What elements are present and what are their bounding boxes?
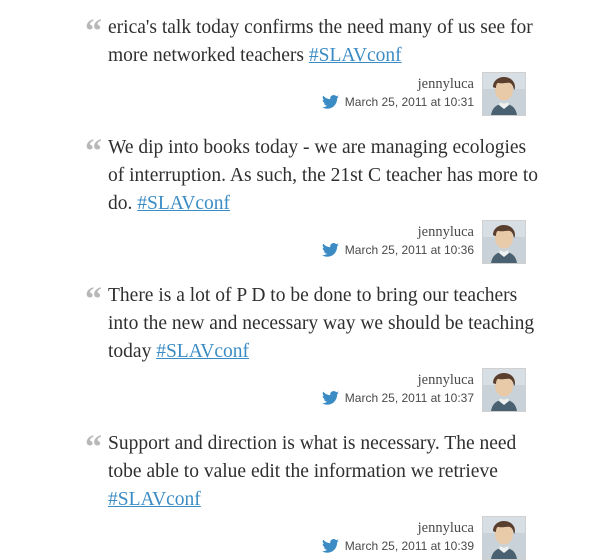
meta-line: [322, 391, 474, 405]
quote-text-body: erica's talk today confirms the need many of us see for more networked teachers: [108, 17, 533, 66]
twitter-bird-icon: [322, 539, 339, 553]
quote-meta-row: [0, 220, 610, 264]
author-name[interactable]: jennyluca: [417, 520, 474, 536]
quote-date: March 25, 2011 at 10:39: [344, 539, 474, 553]
hashtag-link[interactable]: #SLAVconf: [308, 45, 402, 66]
quote-text: [78, 430, 540, 514]
avatar[interactable]: [482, 516, 526, 560]
hashtag-link[interactable]: #SLAVconf: [108, 489, 201, 510]
quote-text: [78, 282, 540, 366]
quote-block: [0, 278, 610, 412]
twitter-bird-icon: [322, 95, 339, 109]
quote-block: [0, 426, 610, 560]
quote-meta-row: [0, 72, 610, 116]
avatar[interactable]: [482, 72, 526, 116]
author-name[interactable]: jennyluca: [417, 372, 474, 388]
quote-meta-text: [322, 72, 482, 109]
quote-mark-icon: “: [85, 13, 100, 50]
hashtag-link[interactable]: #SLAVconf: [137, 193, 231, 214]
quote-meta-text: [322, 220, 482, 257]
quote-date: March 25, 2011 at 10:37: [344, 391, 474, 405]
hashtag-link[interactable]: #SLAVconf: [156, 341, 250, 362]
quote-meta-row: [0, 368, 610, 412]
quote-text: [78, 134, 540, 218]
quote-mark-icon: “: [85, 429, 100, 466]
twitter-bird-icon: [322, 243, 339, 257]
quote-meta-text: [322, 516, 482, 553]
quote-meta-row: [0, 516, 610, 560]
author-name[interactable]: jennyluca: [417, 224, 474, 240]
author-name[interactable]: jennyluca: [417, 76, 474, 92]
quote-block: [0, 10, 610, 116]
quote-meta-text: [322, 368, 482, 405]
quote-text: [78, 14, 540, 70]
quote-block: [0, 130, 610, 264]
meta-line: [322, 243, 474, 257]
quote-mark-icon: “: [85, 133, 100, 170]
quote-text-body: There is a lot of P D to be done to bring our teachers into the new and necessary way we should be teaching today: [108, 285, 535, 362]
quote-date: March 25, 2011 at 10:36: [344, 243, 474, 257]
quote-mark-icon: “: [85, 281, 100, 318]
meta-line: [322, 95, 474, 109]
avatar[interactable]: [482, 368, 526, 412]
twitter-bird-icon: [322, 391, 339, 405]
quote-text-body: We dip into books today - we are managing ecologies of interruption. As such, the 21st C teacher has more to do.: [108, 137, 538, 214]
meta-line: [322, 539, 474, 553]
quote-text-body: Support and direction is what is necessary. The need tobe able to value edit the information we retrieve: [108, 433, 517, 482]
quote-date: March 25, 2011 at 10:31: [344, 95, 474, 109]
avatar[interactable]: [482, 220, 526, 264]
